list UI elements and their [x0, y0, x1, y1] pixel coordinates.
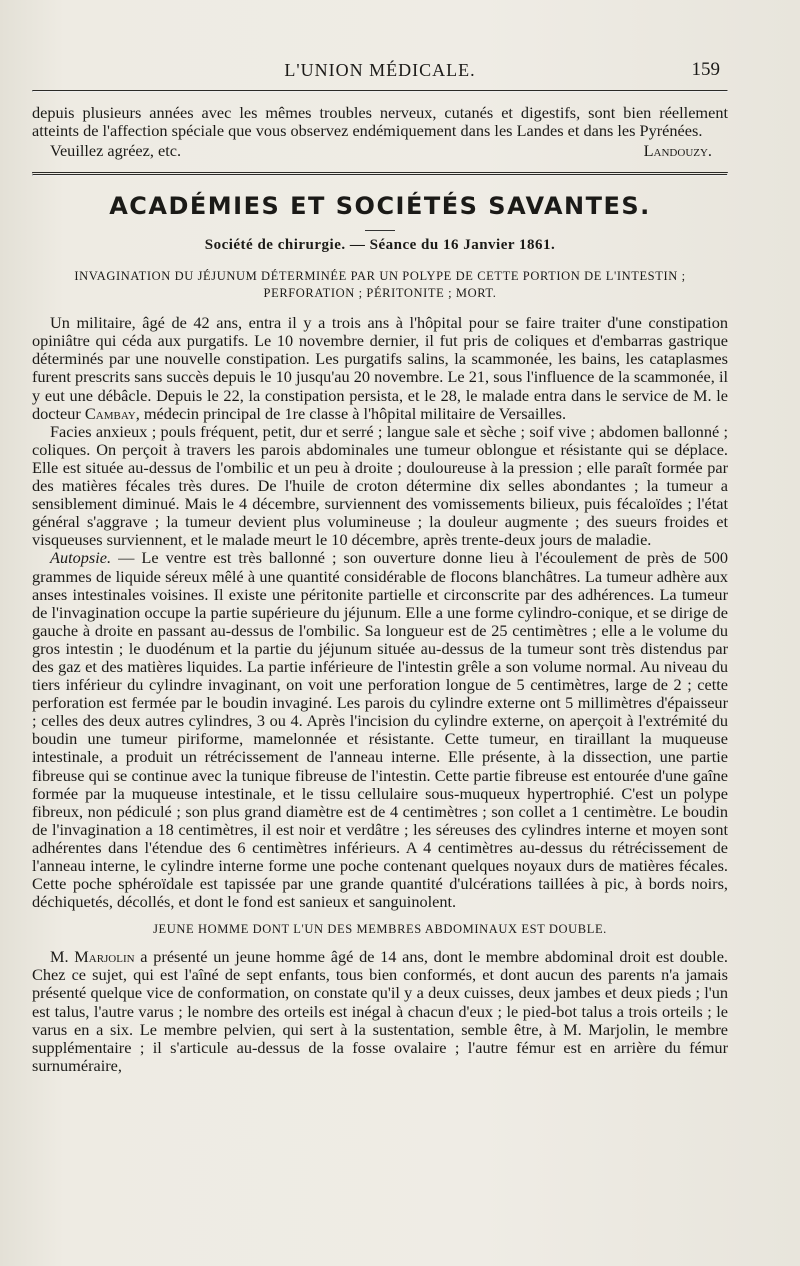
case2-body [32, 948, 728, 1075]
case1-p1-text-a: Un militaire, âgé de 42 ans, entra il y a trois ans à l'hôpital pour se faire traiter d'une constipation opiniâtre qui céda aux purgatifs. Le 10 novembre dernier, il fut pris de coliques et d'embarras gastrique déterminés par une nouvelle constipation. Les purgatifs salins, la scammonée, les bains, les cataplasmes furent prescrits sans succès depuis le 10 jusqu'au 20 novembre. Le 21, sous l'influence de la scammonée, il y eut une débâcle. Depuis le 22, la constipation persista, et le 28, le malade entra dans le service de M. le docteur [32, 313, 728, 423]
letter-paragraph: depuis plusieurs années avec les mêmes troubles nerveux, cutanés et digestifs, sont bien réellement atteints de l'affection spéciale que vous observez endémiquement dans les Landes et dans les Pyrénées. [32, 103, 728, 141]
title-divider [365, 230, 395, 231]
case1-heading-line2: PERFORATION ; PÉRITONITE ; MORT. [263, 286, 497, 301]
case1-heading [32, 268, 728, 302]
case1-paragraph-1 [32, 314, 728, 423]
signature: Landouzy. [643, 141, 712, 161]
section-title: ACADÉMIES ET SOCIÉTÉS SAVANTES. [109, 192, 651, 221]
page-header [32, 0, 728, 90]
page-number: 159 [691, 59, 720, 80]
letter-conclusion [32, 104, 728, 160]
society-session-line: Société de chirurgie. — Séance du 16 Janvier 1861. [204, 237, 556, 254]
case1-heading-line1: INVAGINATION DU JÉJUNUM DÉTERMINÉE PAR UN POLYPE DE CETTE PORTION DE L'INTESTIN ; [74, 269, 686, 284]
running-title: L'UNION MÉDICALE. [284, 60, 476, 80]
case2-heading: JEUNE HOMME DONT L'UN DES MEMBRES ABDOMINAUX EST DOUBLE. [153, 922, 607, 937]
physician-name: Cambay [84, 403, 136, 423]
header-rule [32, 90, 728, 92]
section-rule [32, 172, 728, 176]
autopsy-label: Autopsie. [50, 548, 112, 568]
closing-formula: Veuillez agréez, etc. [50, 141, 182, 161]
case1-p1-text-b: , médecin principal de 1re classe à l'hôpital militaire de Versailles. [135, 403, 567, 423]
autopsy-text: — Le ventre est très ballonné ; son ouverture donne lieu à l'écoulement de près de 500 grammes de liquide séreux mêlé à une quantité considérable de flocons blanchâtres. La tumeur adhère aux anses intestinales voisines. Il existe une péritonite partielle et circonscrite par des adhérences. La tumeur de l'invagination occupe la partie supérieure du jéjunum. Elle a une forme cylindro-conique, et se dirige de gauche à droite en passant au-dessus de l'ombilic. Sa longueur est de 25 centimètres ; elle a le volume du gros intestin ; le duodénum et la partie du jéjunum située au-dessus de la tumeur sont très distendus par des gaz et des matières liquides. La partie inférieure de l'intestin grêle a son volume normal. Au niveau du tiers inférieur du cylindre invaginant, on voit une perforation longue de 5 centimètres, large de 2 ; cette perforation est fermée par le boudin invaginé. Les parois du cylindre externe ont 5 millimètres d'épaisseur ; celles des deux autres cylindres, 3 ou 4. Après l'incision du cylindre externe, on aperçoit à l'extrémité du boudin une tumeur piriforme, mamelonnée et résistante. Cette tumeur, en tiraillant la muqueuse intestinale, a produit un rétrécissement de l'anneau interne. Elle présente, à la dissection, une partie fibreuse qui se continue avec la tunique fibreuse de l'intestin. Cette partie fibreuse est entourée d'une gaîne formée par la muqueuse intestinale, et le tissu cellulaire sous-muqueux hypertrophié. C'est un polype fibreux, non pédiculé ; son plus grand diamètre est de 4 centimètres ; son collet a 1 centimètre. Le boudin de l'invagination a 18 centimètres, il est noir et verdâtre ; les séreuses des cylindres interne et moyen sont adhérentes dans l'étendue des 6 centimètres inférieurs. A 4 centimètres au-dessus du rétrécissement de l'anneau interne, le cylindre interne forme une poche contenant quelques noyaux durs de matières fécales. Cette poche sphéroïdale est tapissée par une grande quantité d'ulcérations taillées à pic, à bords noirs, déchiquetés, décollés, et dont le fond est sanieux et sanguinolent. [32, 548, 728, 912]
case2-text: a présenté un jeune homme âgé de 14 ans, dont le membre abdominal droit est double. Chez ce sujet, qui est l'aîné de sept enfants, tous bien conformés, et dont aucun des parents n'a jamais présenté quelque vice de conformation, on constate qu'il y a deux cuisses, deux jambes et deux pieds ; l'un est talus, l'autre varus ; le nombre des orteils est inégal à chacun d'eux ; le pied-bot talus a trois orteils ; le varus en a six. Le membre pelvien, qui sert à la sustentation, semble être, à M. Marjolin, le membre supplémentaire ; il s'articule au-dessus de la fosse ovalaire ; l'autre fémur est en arrière du fémur surnuméraire, [32, 947, 728, 1075]
case2-paragraph-1 [32, 948, 728, 1075]
case1-paragraph-2: Facies anxieux ; pouls fréquent, petit, dur et serré ; langue sale et sèche ; soif vive ; abdomen ballonné ; coliques. On perçoit à travers les parois abdominales une tumeur oblongue et résistante qui se déplace. Elle est située au-dessus de l'ombilic et un peu à droite ; douloureuse à la pression ; elle paraît formée par des matières fécales très dures. De l'huile de croton détermine dix selles abondantes ; la tumeur a sensiblement diminué. Mais le 4 décembre, surviennent des vomissements bilieux, puis fécaloïdes ; l'état général s'aggrave ; la tumeur devient plus volumineuse ; la douleur augmente ; des sueurs froides et visqueuses surviennent, et le malade meurt le 10 décembre, après trente-deux jours de maladie. [32, 421, 728, 550]
case1-body [32, 314, 728, 911]
presenter-name: M. Marjolin [50, 947, 135, 967]
case1-paragraph-3 [32, 549, 728, 911]
signoff-row [32, 142, 728, 160]
